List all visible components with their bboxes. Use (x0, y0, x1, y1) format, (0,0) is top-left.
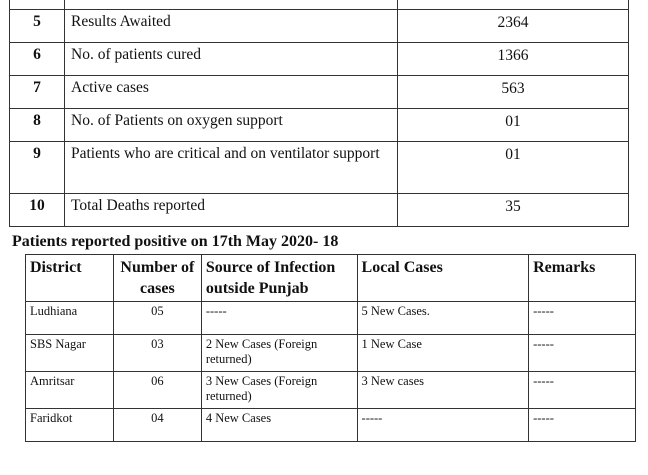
summary-row-description (65, 0, 398, 10)
summary-row-description: No. of patients cured (65, 43, 398, 76)
summary-row-number (10, 0, 65, 10)
remarks-cell: ----- (529, 372, 636, 409)
summary-row-value: 563 (398, 76, 629, 109)
district-cell: Amritsar (26, 372, 114, 409)
summary-row (10, 76, 629, 109)
remarks-cell: ----- (529, 409, 636, 442)
summary-row (10, 0, 629, 10)
summary-row (10, 194, 629, 227)
local-cases-cell: ----- (357, 409, 529, 442)
summary-row (10, 10, 629, 43)
cases-cell: 06 (113, 372, 201, 409)
cases-cell: 04 (113, 409, 201, 442)
summary-row-description: Results Awaited (65, 10, 398, 43)
district-cell: Ludhiana (26, 302, 114, 335)
district-row (26, 302, 636, 335)
summary-row-number: 8 (10, 109, 65, 142)
local-cases-cell: 1 New Case (357, 335, 529, 372)
summary-row-number: 10 (10, 194, 65, 227)
column-header-source: Source of Infection outside Punjab (201, 255, 357, 302)
column-header-district: District (26, 255, 114, 302)
summary-row (10, 109, 629, 142)
source-cell: 3 New Cases (Foreign returned) (201, 372, 357, 409)
summary-row-description: Total Deaths reported (65, 194, 398, 227)
source-cell: 2 New Cases (Foreign returned) (201, 335, 357, 372)
column-header-remarks: Remarks (529, 255, 636, 302)
summary-row-value: 01 (398, 109, 629, 142)
local-cases-cell: 5 New Cases. (357, 302, 529, 335)
summary-row-number: 5 (10, 10, 65, 43)
cases-cell: 03 (113, 335, 201, 372)
source-cell: 4 New Cases (201, 409, 357, 442)
summary-table (9, 0, 629, 227)
remarks-cell: ----- (529, 335, 636, 372)
column-header-number-of-cases: Number of cases (113, 255, 201, 302)
district-table-header (26, 255, 636, 302)
section-heading: Patients reported positive on 17th May 2020- 18 (12, 233, 339, 250)
summary-row (10, 43, 629, 76)
summary-row-value: 2364 (398, 10, 629, 43)
district-cell: Faridkot (26, 409, 114, 442)
summary-row-value: 01 (398, 142, 629, 194)
district-row (26, 335, 636, 372)
district-row (26, 372, 636, 409)
summary-row-description: No. of Patients on oxygen support (65, 109, 398, 142)
summary-row-value: 1366 (398, 43, 629, 76)
summary-row (10, 142, 629, 194)
summary-row-description: Active cases (65, 76, 398, 109)
district-cell: SBS Nagar (26, 335, 114, 372)
summary-row-number: 6 (10, 43, 65, 76)
summary-row-value (398, 0, 629, 10)
summary-row-description: Patients who are critical and on ventilator support (65, 142, 398, 194)
summary-row-value: 35 (398, 194, 629, 227)
local-cases-cell: 3 New cases (357, 372, 529, 409)
column-header-local-cases: Local Cases (357, 255, 529, 302)
summary-row-number: 9 (10, 142, 65, 194)
remarks-cell: ----- (529, 302, 636, 335)
summary-row-number: 7 (10, 76, 65, 109)
district-table (25, 254, 636, 442)
district-row (26, 409, 636, 442)
cases-cell: 05 (113, 302, 201, 335)
source-cell: ----- (201, 302, 357, 335)
